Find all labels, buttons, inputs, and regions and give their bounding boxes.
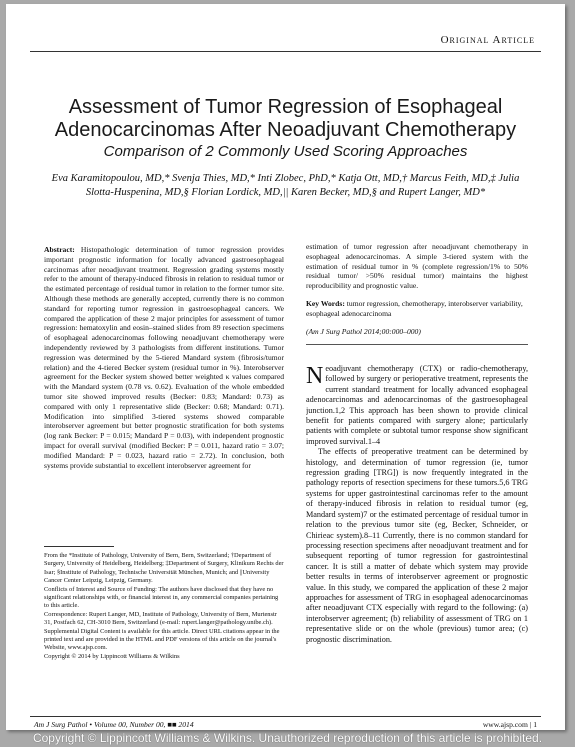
abstract-label: Abstract: (44, 245, 75, 254)
citation: (Am J Surg Pathol 2014;00:000–000) (306, 327, 421, 336)
author-list: Eva Karamitopoulou, MD,* Svenja Thies, MD,* Inti Zlobec, PhD,* Katja Ott, MD,† Marcus Feith, MD,‡ Julia Slotta-Huspenina, MD,§ Florian Lordick, MD,|| Karen Becker, MD,§ and Rupert Langer, MD* (51, 173, 520, 198)
copyright-watermark: Copyright © Lippincott Williams & Wilkins. Unauthorized reproduction of this article is prohibited. (32, 731, 543, 745)
affiliation-copyright: Copyright © 2014 by Lippincott Williams & Wilkins (44, 652, 180, 660)
keywords-label: Key Words: (306, 299, 345, 308)
article-title: Assessment of Tumor Regression of Esophageal Adenocarcinomas After Neoadjuvant Chemotherapy (54, 96, 517, 141)
body-text (306, 364, 528, 694)
journal-page (6, 4, 565, 730)
intro-paragraph-2: The effects of preoperative treatment can be determined by histology, and determination of tumor regression (ie, tumor regression grading [TRG]) is now frequently integrated in the pathology reports of resection specimens for these tumors.5,6 TRG systems for upper gastrointestinal carcinomas refer to the amount of therapy-induced fibrosis in relation to residual tumor (eg, Mandard system)7 or the estimated percentage of residual tumor in relation to the previous tumor site (eg, Becker, Schneider, or Chirieac system).8–11 Currently, there is no common standard for processing resection specimens after neoadjuvant treatment and for subsequent reporting of tumor regression for gastrointestinal cancer. It is still a matter of debate which system may provide better results in terms of interobserver agreement or prognostic value. In this study, we compared the application of these 2 major approaches for assessment of TRG in esophageal adenocarcinomas after neoadjuvant CTX especially with regard to the following: (a) interobserver agreement; (b) reliability of assessment of TRG on 1 representative slide or on the whole (previous) tumor area; (c) prognostic discrimination. (306, 447, 528, 644)
affiliation-from: From the *Institute of Pathology, University of Bern, Bern, Switzerland; †Department of Surgery, University of Heidelberg, Heidelberg; ‡Department of Surgery, Klinikum Rechts der Isar; §Institute of Pathology, Technische Universität München, Munich; and ||University Cancer Center Leipzig, Leipzig, Germany. (44, 552, 284, 585)
article-subtitle: Comparison of 2 Commonly Used Scoring Approaches (103, 143, 468, 160)
abstract-continued: estimation of tumor regression after neoadjuvant chemotherapy in esophageal adenocarcinomas. A simple 3-tiered system with the estimation of residual tumor in % (complete regression/1% to 50% residual tumor/ >50% residual tumor) maintains the highest reproducibility and prognostic value. (306, 242, 528, 291)
keywords-block (306, 299, 528, 319)
affiliation-correspondence: Correspondence: Rupert Langer, MD, Institute of Pathology, University of Bern, Murtenstr 31, Postfach 62, CH-3010 Bern, Switzerland (e-mail: rupert.langer@pathology.unibe.ch). (44, 610, 277, 627)
section-label: Original Article (440, 34, 535, 46)
affiliation-supplemental: Supplemental Digital Content is available for this article. Direct URL citations appear in the printed text and are provided in the HTML and PDF versions of this article on the journal's Website, www.ajsp.com. (44, 627, 280, 652)
footer-page: www.ajsp.com | 1 (482, 720, 537, 729)
affiliations-block (44, 552, 284, 710)
header-rule (30, 51, 541, 52)
affiliation-rule (44, 546, 114, 547)
abstract-end-rule (306, 344, 528, 345)
footer-rule (30, 716, 541, 717)
footer-journal: Am J Surg Pathol • Volume 00, Number 00, ■■ 2014 (34, 720, 194, 729)
abstract-text: Histopathologic determination of tumor regression provides important prognostic information for locally advanced gastroesophageal carcinomas after neoadjuvant treatment. Regression grading systems mostly refer to the amount of therapy-induced fibrosis in relation to residual tumor or the estimated percentage of residual tumor in relation to the former tumor site. Although these methods are generally accepted, currently there is no common standard for reporting tumor regression in gastroesophageal cancers. We compared the application of these 2 major principles for assessment of tumor regression: hematoxylin and eosin–stained slides from 89 resection specimens of esophageal adenocarcinomas following neoadjuvant chemotherapy were independently reviewed by 3 pathologists from different institutions. Tumor regression was determined by the 5-tiered Mandard system (fibrosis/tumor relation) and the 4-tiered Becker system (residual tumor in %). Interobserver agreement for the Becker system showed better weighted κ values compared with the Mandard system (0.78 vs. 0.62). Evaluation of the whole embedded tumor site showed improved results (Becker: 0.83; Mandard: 0.73) as compared with only 1 representative slide (Becker: 0.68; Mandard: 0.71). Modification into simplified 3-tiered systems showed comparable interobserver agreement but better prognostic stratification for both systems (log rank Becker: P = 0.015; Mandard P = 0.03), with independent prognostic impact for overall survival (modified Becker: P = 0.011, hazard ratio = 3.07; modified Mandard: P = 0.023, hazard ratio = 2.72). In conclusion, both systems provide substantial to excellent interobserver agreement for (44, 245, 284, 470)
affiliation-conflicts: Conflicts of Interest and Source of Funding: The authors have disclosed that they have no significant relationships with, or financial interest in, any commercial companies pertaining to this article. (44, 585, 279, 610)
intro-paragraph-1 (306, 364, 528, 447)
intro-paragraph-1-text: eoadjuvant chemotherapy (CTX) or radio-chemotherapy, followed by surgery or perioperative treatment, represents the current standard treatment for locally advanced esophageal adenocarcinomas and adenocarcinomas of the gastroesophageal junction.1,2 This approach has been shown to provide clinical benefit for patients compared with surgery alone; particularly patients with complete or subtotal tumor response show significant improved survival.1–4 (306, 364, 528, 446)
drop-cap: N (306, 364, 324, 389)
abstract-block (44, 245, 284, 537)
keywords-text: tumor regression, chemotherapy, interobserver variability, esophageal adenocarcinoma (306, 299, 523, 318)
